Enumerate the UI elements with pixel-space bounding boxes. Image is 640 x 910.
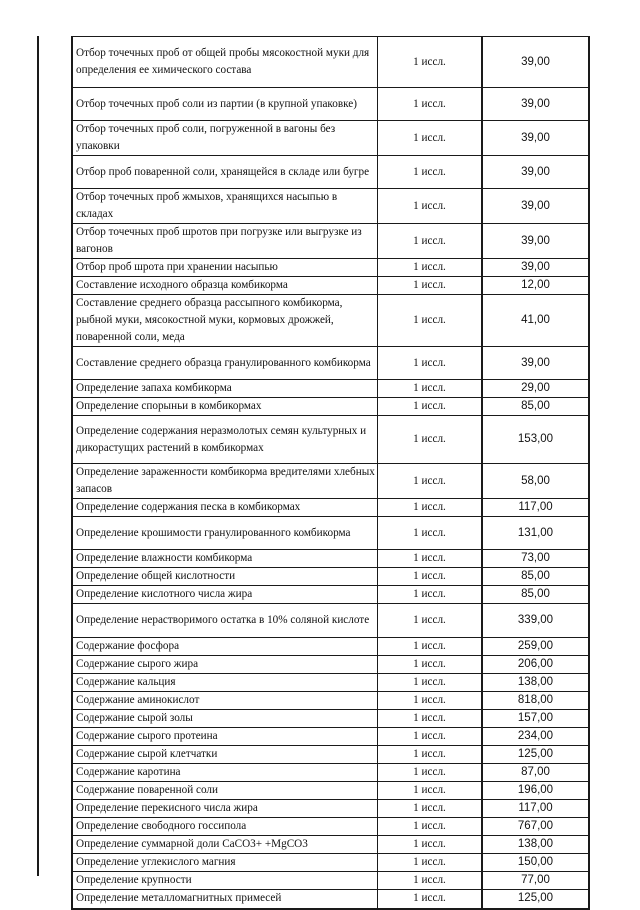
- service-name: Содержание поваренной соли: [72, 782, 378, 800]
- service-name: Отбор проб шрота при хранении насыпью: [72, 259, 378, 277]
- unit-cell: 1 иссл.: [378, 710, 483, 728]
- table-row: [72, 224, 589, 259]
- price-cell: 85,00: [482, 568, 589, 586]
- price-cell: 131,00: [482, 517, 589, 550]
- table-row: [72, 464, 589, 499]
- unit-cell: 1 иссл.: [378, 517, 483, 550]
- table-row: [72, 121, 589, 156]
- service-name: Содержание кальция: [72, 674, 378, 692]
- price-cell: 150,00: [482, 854, 589, 872]
- price-cell: 39,00: [482, 259, 589, 277]
- unit-cell: 1 иссл.: [378, 674, 483, 692]
- price-cell: 77,00: [482, 872, 589, 890]
- table-row: [72, 728, 589, 746]
- table-row: [72, 746, 589, 764]
- table-row: [72, 189, 589, 224]
- service-name: Составление среднего образца рассыпного комбикорма, рыбной муки, мясокостной муки, кормовых дрожжей, поваренной соли, меда: [72, 295, 378, 347]
- price-cell: 767,00: [482, 818, 589, 836]
- service-name: Содержание сырой золы: [72, 710, 378, 728]
- table-row: [72, 890, 589, 909]
- price-cell: 87,00: [482, 764, 589, 782]
- price-cell: 29,00: [482, 380, 589, 398]
- table-row: [72, 380, 589, 398]
- unit-cell: 1 иссл.: [378, 818, 483, 836]
- unit-cell: 1 иссл.: [378, 295, 483, 347]
- unit-cell: 1 иссл.: [378, 586, 483, 604]
- service-name: Отбор точечных проб жмыхов, хранящихся насыпью в складах: [72, 189, 378, 224]
- service-name: Содержание аминокислот: [72, 692, 378, 710]
- price-cell: 157,00: [482, 710, 589, 728]
- table-row: [72, 499, 589, 517]
- price-cell: 138,00: [482, 836, 589, 854]
- price-cell: 85,00: [482, 398, 589, 416]
- unit-cell: 1 иссл.: [378, 764, 483, 782]
- service-name: Отбор точечных проб соли, погруженной в вагоны без упаковки: [72, 121, 378, 156]
- price-cell: 12,00: [482, 277, 589, 295]
- service-name: Определение спорыньи в комбикормах: [72, 398, 378, 416]
- table-row: [72, 416, 589, 464]
- service-name: Определение углекислого магния: [72, 854, 378, 872]
- service-name: Определение металломагнитных примесей: [72, 890, 378, 909]
- price-cell: 818,00: [482, 692, 589, 710]
- service-name: Содержание сырого жира: [72, 656, 378, 674]
- price-cell: 41,00: [482, 295, 589, 347]
- unit-cell: 1 иссл.: [378, 156, 483, 189]
- unit-cell: 1 иссл.: [378, 259, 483, 277]
- price-cell: 39,00: [482, 347, 589, 380]
- service-name: Определение кислотного числа жира: [72, 586, 378, 604]
- unit-cell: 1 иссл.: [378, 277, 483, 295]
- table-row: [72, 656, 589, 674]
- table-row: [72, 568, 589, 586]
- price-cell: 196,00: [482, 782, 589, 800]
- table-row: [72, 347, 589, 380]
- price-cell: 125,00: [482, 890, 589, 909]
- service-name: Содержание фосфора: [72, 638, 378, 656]
- unit-cell: 1 иссл.: [378, 380, 483, 398]
- table-row: [72, 854, 589, 872]
- service-name: Определение суммарной доли CaCO3+ +MgCO3: [72, 836, 378, 854]
- table-row: [72, 692, 589, 710]
- table-row: [72, 638, 589, 656]
- unit-cell: 1 иссл.: [378, 189, 483, 224]
- table-row: [72, 88, 589, 121]
- unit-cell: 1 иссл.: [378, 604, 483, 638]
- unit-cell: 1 иссл.: [378, 347, 483, 380]
- table-row: [72, 836, 589, 854]
- table-row: [72, 604, 589, 638]
- price-cell: 39,00: [482, 189, 589, 224]
- unit-cell: 1 иссл.: [378, 88, 483, 121]
- service-name: Отбор точечных проб соли из партии (в крупной упаковке): [72, 88, 378, 121]
- price-cell: 234,00: [482, 728, 589, 746]
- left-margin-rule: [37, 36, 39, 876]
- price-cell: 39,00: [482, 121, 589, 156]
- table-row: [72, 156, 589, 189]
- unit-cell: 1 иссл.: [378, 398, 483, 416]
- table-row: [72, 37, 589, 88]
- table-row: [72, 674, 589, 692]
- price-list-table: [71, 36, 590, 910]
- price-cell: 153,00: [482, 416, 589, 464]
- service-name: Определение крупности: [72, 872, 378, 890]
- unit-cell: 1 иссл.: [378, 464, 483, 499]
- unit-cell: 1 иссл.: [378, 728, 483, 746]
- service-name: Определение крошимости гранулированного комбикорма: [72, 517, 378, 550]
- unit-cell: 1 иссл.: [378, 800, 483, 818]
- price-cell: 85,00: [482, 586, 589, 604]
- unit-cell: 1 иссл.: [378, 550, 483, 568]
- service-name: Определение содержания песка в комбикормах: [72, 499, 378, 517]
- service-name: Определение влажности комбикорма: [72, 550, 378, 568]
- price-cell: 39,00: [482, 37, 589, 88]
- table-row: [72, 872, 589, 890]
- service-name: Определение нерастворимого остатка в 10% соляной кислоте: [72, 604, 378, 638]
- table-row: [72, 800, 589, 818]
- unit-cell: 1 иссл.: [378, 692, 483, 710]
- service-name: Определение зараженности комбикорма вредителями хлебных запасов: [72, 464, 378, 499]
- price-cell: 39,00: [482, 156, 589, 189]
- table-row: [72, 259, 589, 277]
- service-name: Составление исходного образца комбикорма: [72, 277, 378, 295]
- price-cell: 206,00: [482, 656, 589, 674]
- table-row: [72, 782, 589, 800]
- unit-cell: 1 иссл.: [378, 568, 483, 586]
- table-row: [72, 295, 589, 347]
- service-name: Содержание сырой клетчатки: [72, 746, 378, 764]
- service-name: Отбор проб поваренной соли, хранящейся в складе или бугре: [72, 156, 378, 189]
- price-cell: 138,00: [482, 674, 589, 692]
- table-row: [72, 818, 589, 836]
- price-cell: 125,00: [482, 746, 589, 764]
- unit-cell: 1 иссл.: [378, 890, 483, 909]
- price-cell: 39,00: [482, 88, 589, 121]
- unit-cell: 1 иссл.: [378, 782, 483, 800]
- service-name: Определение содержания неразмолотых семян культурных и дикорастущих растений в комбикормах: [72, 416, 378, 464]
- service-name: Составление среднего образца гранулированного комбикорма: [72, 347, 378, 380]
- unit-cell: 1 иссл.: [378, 37, 483, 88]
- table-row: [72, 764, 589, 782]
- service-name: Содержание сырого протеина: [72, 728, 378, 746]
- unit-cell: 1 иссл.: [378, 854, 483, 872]
- price-cell: 73,00: [482, 550, 589, 568]
- table-row: [72, 517, 589, 550]
- service-name: Определение запаха комбикорма: [72, 380, 378, 398]
- service-name: Определение общей кислотности: [72, 568, 378, 586]
- table-row: [72, 277, 589, 295]
- table-row: [72, 550, 589, 568]
- service-name: Определение перекисного числа жира: [72, 800, 378, 818]
- price-cell: 339,00: [482, 604, 589, 638]
- table-row: [72, 586, 589, 604]
- price-cell: 117,00: [482, 800, 589, 818]
- price-cell: 58,00: [482, 464, 589, 499]
- price-cell: 259,00: [482, 638, 589, 656]
- unit-cell: 1 иссл.: [378, 656, 483, 674]
- table-row: [72, 398, 589, 416]
- service-name: Содержание каротина: [72, 764, 378, 782]
- unit-cell: 1 иссл.: [378, 224, 483, 259]
- unit-cell: 1 иссл.: [378, 499, 483, 517]
- service-name: Отбор точечных проб от общей пробы мясокостной муки для определения ее химического состава: [72, 37, 378, 88]
- unit-cell: 1 иссл.: [378, 416, 483, 464]
- price-list-body: [72, 37, 589, 909]
- unit-cell: 1 иссл.: [378, 638, 483, 656]
- unit-cell: 1 иссл.: [378, 746, 483, 764]
- table-row: [72, 710, 589, 728]
- unit-cell: 1 иссл.: [378, 121, 483, 156]
- unit-cell: 1 иссл.: [378, 872, 483, 890]
- price-cell: 117,00: [482, 499, 589, 517]
- service-name: Отбор точечных проб шротов при погрузке или выгрузке из вагонов: [72, 224, 378, 259]
- price-cell: 39,00: [482, 224, 589, 259]
- service-name: Определение свободного госсипола: [72, 818, 378, 836]
- unit-cell: 1 иссл.: [378, 836, 483, 854]
